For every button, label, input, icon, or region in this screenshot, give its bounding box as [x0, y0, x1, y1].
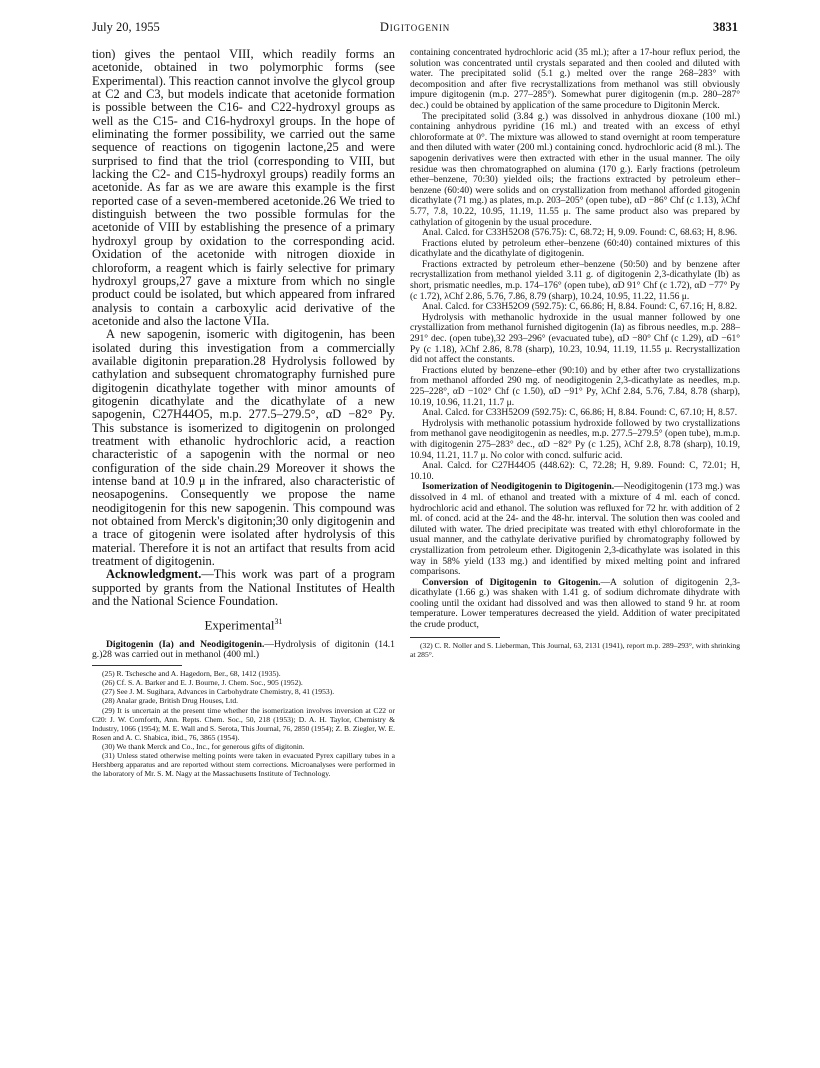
experimental-paragraph: Digitogenin (Ia) and Neodigitogenin.—Hydrolysis of digitonin (14.1 g.)28 was carried out in methanol (400 ml.): [92, 638, 395, 661]
footnotes-left: [92, 669, 395, 778]
footnote: (25) R. Tschesche and A. Hagedorn, Ber., 68, 1412 (1935).: [102, 669, 281, 679]
analysis-paragraph: Anal. Calcd. for C33H52O9 (592.75): C, 66.86; H, 8.84. Found: C, 67.16; H, 8.82.: [422, 302, 738, 313]
body-paragraph: Fractions eluted by petroleum ether–benzene (60:40) contained mixtures of this dicathylate and the dicathylate of digitogenin.: [410, 238, 740, 260]
header-page-number: 3831: [713, 20, 738, 34]
footnote-rule: [92, 665, 182, 666]
analysis-paragraph: Anal. Calcd. for C33H52O8 (576.75): C, 68.72; H, 9.09. Found: C, 68.63; H, 8.96.: [422, 228, 738, 239]
running-header: [92, 20, 738, 36]
acknowledgment: [92, 568, 395, 608]
footnote: (30) We thank Merck and Co., Inc., for generous gifts of digitonin.: [102, 741, 305, 751]
footnote: (28) Analar grade, British Drug Houses, Ltd.: [102, 696, 239, 706]
body-paragraph: tion) gives the pentaol VIII, which readily forms an acetonide, obtained in two polymorphic forms (see Experimental). This reaction cannot involve the glycol group at C2 and C3, but models indicate that acetonide formation is possible between the C16- and C22-hydroxyl groups as well as the C15- and C16-hydroxyl groups. In the hope of eliminating the former possibility, we carried out the same sequence of reactions on tigogenin lactone,25 and were surprised to find that the triol (corresponding to VIII, but lacking the C2- and C15-hydroxyl groups) readily forms an acetonide. As far as we are aware this example is the first reported case of a seven-membered acetonide.26 We tried to distinguish between the two possible formulas for the acetonide of VIII by establishing the presence of a primary hydroxyl group by oxidation to the corresponding acid. Oxidation of the acetonide with nitrogen dioxide in chloroform, a reagent which is fairly selective for primary hydroxyl groups,27 gave a mixture from which no single product could be isolated, but which appeared from infrared analysis to contain a carboxylic acid derivative of the acetonide and also the lactone VIIa.: [92, 47, 395, 328]
header-title: Digitogenin: [379, 20, 451, 34]
section-run-in-head: Digitogenin (Ia) and Neodigitogenin.: [106, 638, 265, 650]
body-paragraph: The precipitated solid (3.84 g.) was dissolved in anhydrous dioxane (100 ml.) containing anhydrous pyridine (16 ml.) and treated with an excess of ethyl chloroformate at 0°. The mixture was allowed to stand overnight at room temperature and then diluted with water (200 ml.) containing concd. hydrochloric acid (8 ml.). The sapogenin derivatives were then extracted with ether in the usual manner. The oily residue was then chromatographed on alumina (170 g.). Early fractions (petroleum ether–benzene, 70:30) yielded oils; the fractions extracted by petroleum ether–benzene (60:40) were solids and on crystallization from methanol afforded gitogenin dicathylate (71 mg.) as plates, m.p. 203–205° (open tube), αD −86° Chf (c 1.13), λChf 5.77, 7.8, 10.22, 10.95, 11.19, 11.55 μ. The same product also was prepared by cathylation of gitogenin by the usual procedure.: [410, 111, 740, 228]
experimental-footnote-ref: 31: [274, 617, 283, 627]
section-run-in-head: Isomerization of Neodigitogenin to Digitogenin.: [422, 482, 615, 493]
right-column: [410, 48, 740, 659]
section-run-in-head: Conversion of Digitogenin to Gitogenin.: [422, 577, 601, 588]
footnote: (29) It is uncertain at the present time whether the isomerization involves inversion at C22 or C20: J. W. Cornforth, Ann. Repts. Chem. Soc., 50, 218 (1953); D. A. H. Taylor, Chemistry & Industry, 1066 (1954); M. E. Wall and S. Serota, This Journal, 76, 2850 (1954); Z. B. Ziegler, W. E. Rosen and A. C. Shabica, ibid., 76, 3865 (1954).: [92, 705, 395, 742]
body-paragraph: Fractions eluted by benzene–ether (90:10) and by ether after two crystallizations from methanol afforded 290 mg. of neodigitogenin 2,3-dicathylate as needles, m.p. 225–228°, αD −102° Chf (c 1.50), αD −91° Py, λChf 2.84, 5.76, 7.84, 8.78 (sharp), 10.19, 10.96, 11.21, 11.7 μ.: [410, 365, 740, 408]
body-paragraph: Hydrolysis with methanolic potassium hydroxide followed by two crystallizations from methanol gave neodigitogenin as needles, m.p. 277.5–279.5° (open tube), m.m.p. with digitogenin 275–283° dec., αD −82° Py (c 1.25), λChf 2.8, 8.78 (sharp), 10.19, 10.94, 11.21, 11.7 μ. No color with concd. sulfuric acid.: [410, 418, 740, 461]
footnote: (26) Cf. S. A. Barker and E. J. Bourne, J. Chem. Soc., 905 (1952).: [102, 678, 303, 688]
acknowledgment-text: —This work was part of a program supported by grants from the National Institutes of Health and the National Science Foundation.: [92, 567, 395, 609]
body-paragraph: Fractions extracted by petroleum ether–benzene (50:50) and by benzene after recrystallization from methanol yielded 3.11 g. of digitogenin 2,3-dicathylate (Ib) as short, prismatic needles, m.p. 174–176° (open tube), αD 91° Chf (c 1.72), αD −77° Py (c 1.72), λChf 2.86, 5.76, 7.86, 8.79 (sharp), 10.24, 10.95, 11.22, 11.56 μ.: [410, 259, 740, 302]
footnote: (32) C. R. Noller and S. Lieberman, This Journal, 63, 2131 (1941), report m.p. 289–293°, with shrinking at 285°.: [410, 640, 740, 659]
body-paragraph: containing concentrated hydrochloric acid (35 ml.); after a 17-hour reflux period, the solution was concentrated until crystals separated and then cooled and diluted with water. The precipitated solid (5.1 g.) melted over the range 268–283° with decomposition and after five recrystallizations from methanol was still obviously impure digitogenin (m.p. 277–285°). Somewhat purer digitogenin (m.p. 280–287° dec.) could be obtained by application of the same procedure to Digitonin Merck.: [410, 48, 740, 111]
isomerization-paragraph: Isomerization of Neodigitogenin to Digitogenin.—Neodigitogenin (173 mg.) was dissolved in 4 ml. of ethanol and treated with a mixture of 4 ml. each of concd. hydrochloric acid and ethanol. The solution was refluxed for 72 hr. with addition of 2 ml. of concd. acid at the 24- and the 48-hr. interval. The solution then was cooled and diluted with water. The dried precipitate was treated with ethyl chloroformate in the usual manner, and the cathylate derivative purified by chromatography followed by crystallization from petroleum ether. Digitogenin 2,3-dicathylate was isolated in this way in 58% yield (133 mg.) and identified by mixed melting point and infrared comparisons.: [410, 482, 741, 578]
analysis-paragraph: Anal. Calcd. for C27H44O5 (448.62): C, 72.28; H, 9.89. Found: C, 72.01; H, 10.10.: [410, 461, 740, 482]
left-column: [92, 48, 395, 778]
analysis-paragraph: Anal. Calcd. for C33H52O9 (592.75): C, 66.86; H, 8.84. Found: C, 67.10; H, 8.57.: [422, 408, 738, 419]
conversion-paragraph: Conversion of Digitogenin to Gitogenin.—A solution of digitogenin 2,3-dicathylate (1.66 g.) was shaken with 1.41 g. of sodium dichromate dihydrate with cooling until the oxidant had dissolved and was then allowed to stand 9 hr. at room temperature. Lower temperatures decreased the yield. Addition of water precipitated the crude product,: [410, 577, 740, 631]
body-paragraph: A new sapogenin, isomeric with digitogenin, has been isolated during this investigation from a commercially available digitonin preparation.28 Hydrolysis followed by cathylation and subsequent chromatography furnished pure digitogenin dicathylate together with minor amounts of gitogenin dicathylate and the dicathylate of a new sapogenin, C27H44O5, m.p. 277.5–279.5°, αD −82° Py. This substance is isomerized to digitogenin on prolonged treatment with ethanolic hydrochloric acid, a reaction characteristic of a sapogenin with the normal or neo configuration of the side chain.29 Moreover it shows the intense band at 10.9 μ in the infrared, also characteristic of neosapogenins. Consequently we propose the name neodigitogenin for this new sapogenin. This compound was not obtained from Merck's digitonin;30 only digitogenin and a trace of gitogenin were isolated after hydrolysis of this material. Therefore it is not an artifact that results from acid treatment of digitogenin.: [92, 327, 395, 569]
footnotes-right: [410, 641, 740, 659]
experimental-heading: Experimental$^{31}$: [204, 617, 283, 633]
body-paragraph: Hydrolysis with methanolic hydroxide in the usual manner followed by one crystallization from methanol furnished digitogenin (Ia) as fibrous needles, m.p. 288–291° dec. (open tube),32 293–296° (evacuated tube), αD −80° Chf (c 1.29), αD −61° Py (c 1.18), λChf 2.86, 8.78 (sharp), 10.23, 10.94, 11.19, 11.55 μ. Recrystallization did not affect the constants.: [410, 312, 740, 366]
footnote: (27) See J. M. Sugihara, Advances in Carbohydrate Chemistry, 8, 41 (1953).: [102, 687, 335, 697]
header-date: July 20, 1955: [92, 20, 160, 34]
footnote: (31) Unless stated otherwise melting points were taken in evacuated Pyrex capillary tubes in a Hershberg apparatus and are reported without stem corrections. Microanalyses were performed in the laboratory of Mr. S. M. Nagy at the Massachusetts Institute of Technology.: [92, 751, 395, 779]
footnote-rule: [410, 637, 500, 638]
acknowledgment-heading: Acknowledgment.: [106, 567, 202, 582]
